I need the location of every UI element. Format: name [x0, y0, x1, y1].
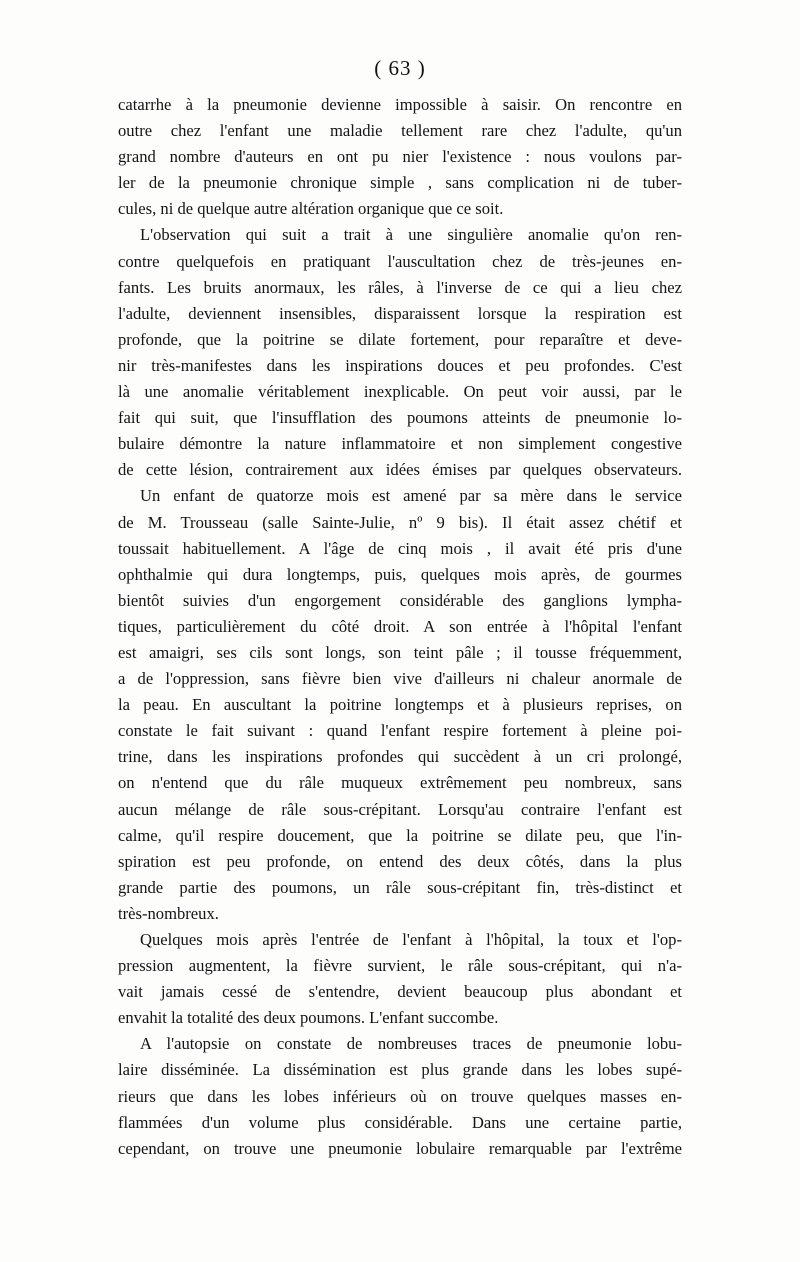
text-line: vait jamais cessé de s'entendre, devient beaucoup plus abondant et	[118, 982, 682, 1002]
text-line: de cette lésion, contrairement aux idées émises par quelques observateurs.	[118, 460, 682, 480]
text-line: l'adulte, deviennent insensibles, disparaissent lorsque la respiration est	[118, 303, 682, 323]
text-line: profonde, que la poitrine se dilate fortement, pour reparaître et deve-	[118, 329, 682, 349]
text-line: fait qui suit, que l'insufflation des poumons atteints de pneumonie lo-	[118, 408, 682, 428]
text-line: outre chez l'enfant une maladie tellement rare chez l'adulte, qu'un	[118, 121, 682, 141]
text-line: bientôt suivies d'un engorgement considérable des ganglions lympha-	[118, 590, 682, 610]
text-line: envahit la totalité des deux poumons. L'enfant succombe.	[118, 1008, 499, 1028]
text-line: Quelques mois après l'entrée de l'enfant à l'hôpital, la toux et l'op-	[140, 930, 682, 949]
paragraph-3	[118, 483, 682, 927]
text-line: ophthalmie qui dura longtemps, puis, quelques mois après, de gourmes	[118, 564, 682, 584]
text-line: fants. Les bruits anormaux, les râles, à l'inverse de ce qui a lieu chez	[118, 277, 682, 297]
paragraph-1	[118, 92, 682, 222]
text-line: est amaigri, ses cils sont longs, son teint pâle ; il tousse fréquemment,	[118, 642, 682, 662]
page-number: ( 63 )	[374, 56, 426, 80]
text-line: nir très-manifestes dans les inspirations douces et peu profondes. C'est	[118, 355, 682, 375]
text-line: L'observation qui suit a trait à une singulière anomalie qu'on ren-	[140, 225, 682, 245]
text-line: tiques, particulièrement du côté droit. A son entrée à l'hôpital l'enfant	[118, 616, 682, 636]
text-line: bulaire démontre la nature inflammatoire et non simplement congestive	[118, 434, 682, 454]
text-line: la peau. En auscultant la poitrine longtemps et à plusieurs reprises, on	[118, 695, 682, 715]
text-line: cules, ni de quelque autre altération organique que ce soit.	[118, 199, 504, 219]
text-line: a de l'oppression, sans fièvre bien vive d'ailleurs ni chaleur anormale de	[118, 669, 682, 689]
text-line: trine, dans les inspirations profondes qui succèdent à un cri prolongé,	[118, 747, 682, 767]
text-line: flammées d'un volume plus considérable. Dans une certaine partie,	[118, 1112, 682, 1132]
text-line: ler de la pneumonie chronique simple , sans complication ni de tuber-	[118, 173, 682, 193]
text-line: spiration est peu profonde, on entend des deux côtés, dans la plus	[118, 851, 682, 871]
text-line: calme, qu'il respire doucement, que la poitrine se dilate peu, que l'in-	[118, 825, 682, 845]
text-line: grand nombre d'auteurs en ont pu nier l'existence : nous voulons par-	[118, 147, 682, 167]
paragraph-5	[118, 1031, 682, 1161]
text-line: catarrhe à la pneumonie devienne impossible à saisir. On rencontre en	[118, 95, 682, 114]
text-line: Un enfant de quatorze mois est amené par sa mère dans le service	[140, 486, 682, 506]
text-line: grande partie des poumons, un râle sous-crépitant fin, très-distinct et	[118, 877, 682, 897]
text-line: on n'entend que du râle muqueux extrêmement peu nombreux, sans	[118, 773, 682, 793]
text-line: cependant, on trouve une pneumonie lobulaire remarquable par l'extrême	[118, 1138, 682, 1158]
text-line: aucun mélange de râle sous-crépitant. Lorsqu'au contraire l'enfant est	[118, 799, 682, 819]
text-line: très-nombreux.	[118, 903, 219, 923]
text-line: laire disséminée. La dissémination est plus grande dans les lobes supé-	[118, 1060, 682, 1080]
body-text	[118, 92, 682, 1162]
text-line: pression augmentent, la fièvre survient, le râle sous-crépitant, qui n'a-	[118, 956, 682, 976]
paragraph-4	[118, 927, 682, 1031]
text-line: rieurs que dans les lobes inférieurs où on trouve quelques masses en-	[118, 1086, 682, 1106]
text-line: constate le fait suivant : quand l'enfant respire fortement à pleine poi-	[118, 721, 682, 741]
text-line: A l'autopsie on constate de nombreuses traces de pneumonie lobu-	[140, 1034, 682, 1054]
text-line: contre quelquefois en pratiquant l'auscultation chez de très-jeunes en-	[118, 251, 682, 271]
text-line: de M. Trousseau (salle Sainte-Julie, nº 9 bis). Il était assez chétif et	[118, 512, 682, 532]
text-line: toussait habituellement. A l'âge de cinq mois , il avait été pris d'une	[118, 538, 682, 558]
paragraph-2	[118, 222, 682, 483]
text-line: là une anomalie véritablement inexplicable. On peut voir aussi, par le	[118, 382, 682, 402]
